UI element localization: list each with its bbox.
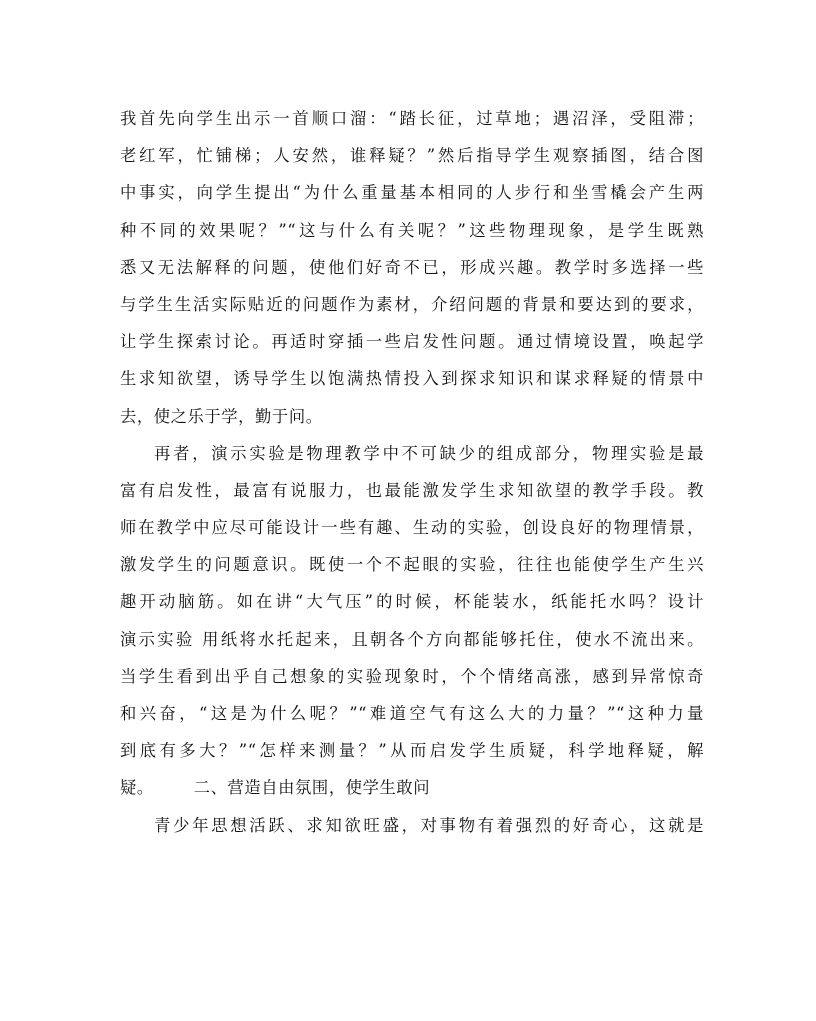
paragraph-line: [120, 769, 704, 806]
text-line: 青少年思想活跃、求知欲旺盛，对事物有着强烈的好奇心，这就是: [152, 815, 704, 835]
paragraph-line: [120, 435, 704, 472]
text-line: 和兴奋，“这是为什么呢？”“难道空气有这么大的力量？”“这种力量: [120, 704, 704, 723]
text-line: 师在教学中应尽可能设计一些有趣、生动的实验，创设良好的物理情景，: [120, 518, 704, 538]
text-line: 再者，演示实验是物理教学中不可缺少的组成部分，物理实验是最: [152, 443, 704, 463]
text-line: 老红军，忙铺梯；人安然，谁释疑？”然后指导学生观察插图，结合图: [120, 146, 704, 166]
text-line: 我首先向学生出示一首顺口溜：“踏长征，过草地；遇沼泽，受阻滞；: [120, 109, 704, 128]
text-line: 与学生生活实际贴近的问题作为素材，介绍问题的背景和要达到的要求，: [120, 294, 704, 314]
text-line: 让学生探索讨论。再适时穿插一些启发性问题。通过情境设置，唤起学: [120, 332, 704, 352]
document-body: [120, 100, 704, 844]
text-line: 当学生看到出乎自己想象的实验现象时，个个情绪高涨，感到异常惊奇: [120, 666, 704, 686]
text-line: 演示实验 用纸将水托起来，且朝各个方向都能够托住，使水不流出来。: [120, 629, 704, 649]
text-line: 去，使之乐于学，勤于问。: [120, 406, 323, 426]
text-line: 富有启发性，最富有说服力，也最能激发学生求知欲望的教学手段。教: [120, 480, 704, 500]
text-line: 中事实，向学生提出“为什么重量基本相同的人步行和坐雪橇会产生两: [120, 183, 704, 203]
paragraph-line: [120, 807, 704, 844]
text-line: 疑。: [120, 778, 154, 798]
text-line: 种不同的效果呢？”“这与什么有关呢？”这些物理现象，是学生既熟: [120, 220, 704, 240]
text-line: 激发学生的问题意识。既使一个不起眼的实验，往往也能使学生产生兴: [120, 555, 704, 575]
text-line: 悉又无法解释的问题，使他们好奇不已，形成兴趣。教学时多选择一些: [120, 257, 704, 277]
text-line: 趣开动脑筋。如在讲“大气压”的时候，杯能装水，纸能托水吗？设计: [120, 592, 704, 612]
text-line: 到底有多大？”“怎样来测量？”从而启发学生质疑，科学地释疑，解: [120, 741, 704, 761]
text-line: 生求知欲望，诱导学生以饱满热情投入到探求知识和谋求释疑的情景中: [120, 369, 704, 389]
section-heading: 二、营造自由氛围，使学生敢问: [193, 778, 431, 798]
